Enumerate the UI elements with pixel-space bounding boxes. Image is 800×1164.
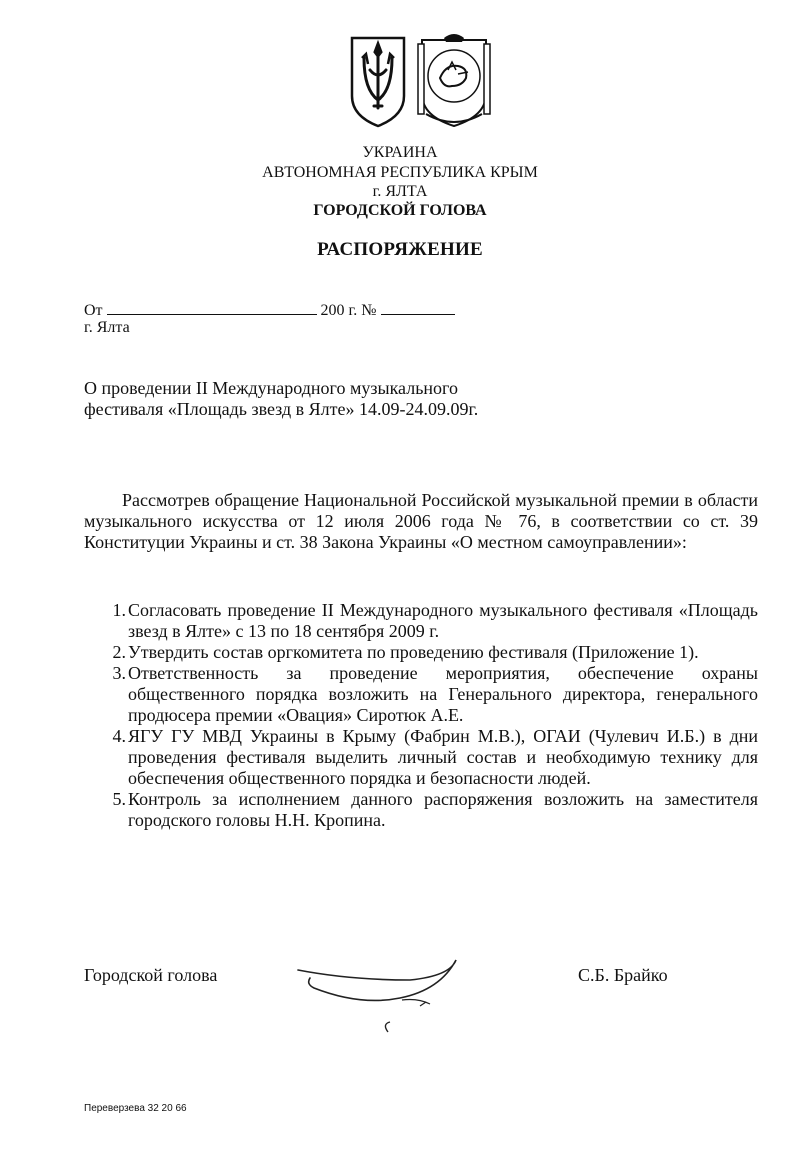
item-number: 4. — [112, 726, 126, 746]
subject — [84, 378, 684, 420]
item-text: Ответственность за проведение мероприятия, обеспечение охраны общественного порядка возложить на Генерального директора, генерального продюсера премии «Овация» Сиротюк А.Е. — [128, 663, 758, 725]
date-blank — [107, 300, 317, 315]
header-country: УКРАИНА — [362, 144, 438, 161]
crimea-emblem — [418, 34, 490, 126]
signatory-title: Городской голова — [84, 965, 218, 985]
trident-emblem — [352, 38, 404, 126]
item-number: 3. — [112, 663, 126, 683]
list-item — [84, 726, 758, 789]
header-city: г. ЯЛТА — [372, 183, 428, 200]
number-blank — [381, 300, 455, 315]
item-number: 1. — [112, 600, 126, 620]
handwritten-signature — [290, 950, 460, 1045]
place: г. Ялта — [84, 319, 130, 336]
header-republic: АВТОНОМНАЯ РЕСПУБЛИКА КРЫМ — [262, 164, 538, 181]
intro-paragraph — [84, 490, 758, 553]
item-text: Контроль за исполнением данного распоряжения возложить на заместителя городского головы Н.Н. Кропина. — [128, 789, 758, 830]
footer-executor: Переверзева 32 20 66 — [84, 1103, 187, 1114]
list-item — [84, 663, 758, 726]
date-row — [84, 300, 455, 320]
date-year-label: 200 г. № — [320, 302, 377, 319]
item-text: Согласовать проведение II Международного музыкального фестиваля «Площадь звезд в Ялте» с 13 по 18 сентября 2009 г. — [128, 600, 758, 641]
subject-line-2: фестиваля «Площадь звезд в Ялте» 14.09-24.09.09г. — [84, 399, 479, 419]
item-text: Утвердить состав оргкомитета по проведению фестиваля (Приложение 1). — [128, 642, 699, 662]
subject-line-1: О проведении II Международного музыкального — [84, 378, 458, 398]
item-text: ЯГУ ГУ МВД Украины в Крыму (Фабрин М.В.), ОГАИ (Чулевич И.Б.) в дни проведения фестиваля выделить личный состав и необходимую технику для обеспечения общественного порядка и безопасности людей. — [128, 726, 758, 788]
orders-list — [84, 600, 758, 831]
date-from-label: От — [84, 302, 103, 319]
list-item — [84, 789, 758, 831]
header-office: ГОРОДСКОЙ ГОЛОВА — [313, 202, 487, 219]
list-item — [84, 642, 758, 663]
document-title: РАСПОРЯЖЕНИЕ — [317, 239, 483, 260]
item-number: 5. — [112, 789, 126, 809]
signature-icon — [290, 950, 460, 1045]
item-number: 2. — [112, 642, 126, 662]
intro-text: Рассмотрев обращение Национальной Российской музыкальной премии в области музыкального искусства от 12 июля 2006 года № 76, в соответствии со ст. 39 Конституции Украины и ст. 38 Закона Украины «О местном самоуправлении»: — [84, 490, 758, 552]
emblems — [340, 30, 500, 130]
coat-of-arms-icon — [340, 30, 500, 130]
signatory-name: С.Б. Брайко — [578, 965, 668, 985]
list-item — [84, 600, 758, 642]
